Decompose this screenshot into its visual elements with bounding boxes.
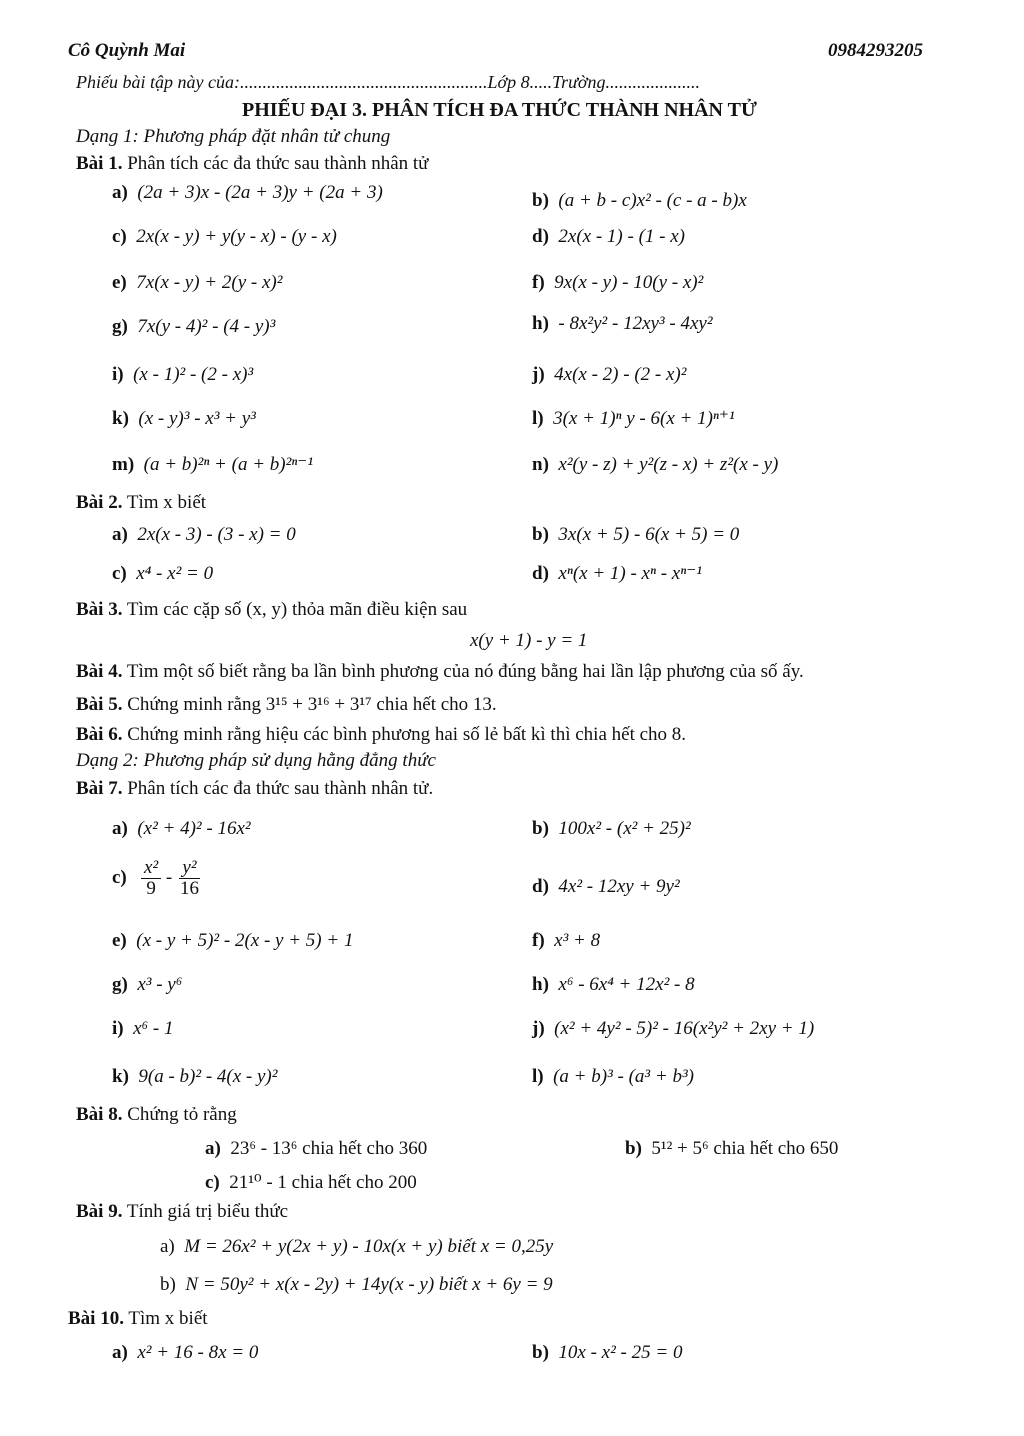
bai-7-item: c) $\frac{\text{x²}}{9}$ - $\frac{\text{y²}}{16}$ — [112, 857, 199, 899]
bai-1-item: i) (x - 1)² - (2 - x)³ — [112, 364, 254, 385]
bai-1-item: c) 2x(x - y) + y(y - x) - (y - x) — [112, 226, 337, 247]
bai-8-heading: Bài 8. Chứng tỏ rằng — [76, 1104, 237, 1125]
bai-9-heading: Bài 9. Tính giá trị biểu thức — [76, 1201, 289, 1222]
bai-2-heading: Bài 2. Tìm x biết — [76, 492, 207, 513]
bai-1-item: l) 3(x + 1)ⁿ y - 6(x + 1)ⁿ⁺¹ — [532, 408, 735, 429]
bai-1-text: Phân tích các đa thức sau thành nhân tử — [127, 153, 429, 174]
section-dang-2: Dạng 2: Phương pháp sử dụng hằng đẳng thức — [76, 750, 436, 771]
bai-7-item: h) x⁶ - 6x⁴ + 12x² - 8 — [532, 974, 695, 995]
bai-2-item: d) xⁿ(x + 1) - xⁿ - xⁿ⁻¹ — [532, 563, 702, 584]
bai-2-item: b) 3x(x + 5) - 6(x + 5) = 0 — [532, 524, 740, 545]
bai-7-item: f) x³ + 8 — [532, 930, 601, 951]
bai-1-item: a) (2a + 3)x - (2a + 3)y + (2a + 3) — [112, 182, 383, 203]
bai-3-equation: x(y + 1) - y = 1 — [470, 630, 588, 651]
bai-9-item: a) M = 26x² + y(2x + y) - 10x(x + y) biết x = 0,25y — [160, 1236, 554, 1257]
bai-7-heading: Bài 7. Phân tích các đa thức sau thành nhân tử. — [76, 778, 434, 799]
bai-7-item: l) (a + b)³ - (a³ + b³) — [532, 1066, 694, 1087]
bai-6: Bài 6. Chứng minh rằng hiệu các bình phương hai số lẻ bất kì thì chia hết cho 8. — [76, 724, 687, 745]
bai-7-item: b) 100x² - (x² + 25)² — [532, 818, 691, 839]
bai-10-item: a) x² + 16 - 8x = 0 — [112, 1342, 259, 1363]
bai-7-item: j) (x² + 4y² - 5)² - 16(x²y² + 2xy + 1) — [532, 1018, 815, 1039]
bai-8-item: c) 21¹⁰ - 1 chia hết cho 200 — [205, 1172, 417, 1193]
bai-1-heading — [76, 153, 429, 176]
bai-1-item: g) 7x(y - 4)² - (4 - y)³ — [112, 316, 276, 337]
owner-line: Phiếu bài tập này của:.......................................................Lớp 8.....Trường..................... — [76, 72, 701, 92]
bai-1-item: d) 2x(x - 1) - (1 - x) — [532, 226, 685, 247]
bai-7-item: g) x³ - y⁶ — [112, 974, 183, 995]
bai-2-item: a) 2x(x - 3) - (3 - x) = 0 — [112, 524, 296, 545]
bai-1-item: k) (x - y)³ - x³ + y³ — [112, 408, 256, 429]
phone-number: 0984293205 — [828, 40, 923, 61]
bai-10-item: b) 10x - x² - 25 = 0 — [532, 1342, 683, 1363]
bai-2-item: c) x⁴ - x² = 0 — [112, 563, 214, 584]
bai-1-item: f) 9x(x - y) - 10(y - x)² — [532, 272, 704, 293]
bai-9-item: b) N = 50y² + x(x - 2y) + 14y(x - y) biết x + 6y = 9 — [160, 1274, 553, 1295]
bai-1-item: e) 7x(x - y) + 2(y - x)² — [112, 272, 283, 293]
bai-1-item: m) (a + b)²ⁿ + (a + b)²ⁿ⁻¹ — [112, 454, 314, 475]
bai-1-item: h) - 8x²y² - 12xy³ - 4xy² — [532, 313, 713, 334]
bai-10-heading: Bài 10. Tìm x biết — [68, 1308, 208, 1329]
bai-7-item: k) 9(a - b)² - 4(x - y)² — [112, 1066, 278, 1087]
bai-8-item: a) 23⁶ - 13⁶ chia hết cho 360 — [205, 1138, 428, 1159]
bai-1-item: b) (a + b - c)x² - (c - a - b)x — [532, 190, 747, 211]
bai-4: Bài 4. Tìm một số biết rằng ba lần bình phương của nó đúng bằng hai lần lập phương của số ấy. — [76, 661, 804, 682]
bai-7-item: a) (x² + 4)² - 16x² — [112, 818, 251, 839]
bai-3: Bài 3. Tìm các cặp số (x, y) thỏa mãn điều kiện sau — [76, 599, 468, 620]
bai-1-item: n) x²(y - z) + y²(z - x) + z²(x - y) — [532, 454, 779, 475]
section-dang-1: Dạng 1: Phương pháp đặt nhân tử chung — [76, 126, 391, 147]
teacher-name: Cô Quỳnh Mai — [68, 40, 186, 61]
bai-7-item: d) 4x² - 12xy + 9y² — [532, 876, 680, 897]
bai-7-item: i) x⁶ - 1 — [112, 1018, 174, 1039]
bai-1-label: Bài 1. — [76, 153, 123, 174]
bai-5: Bài 5. Chứng minh rằng 3¹⁵ + 3¹⁶ + 3¹⁷ chia hết cho 13. — [76, 694, 497, 715]
bai-1-item: j) 4x(x - 2) - (2 - x)² — [532, 364, 687, 385]
bai-8-item: b) 5¹² + 5⁶ chia hết cho 650 — [625, 1138, 839, 1159]
bai-7-item: e) (x - y + 5)² - 2(x - y + 5) + 1 — [112, 930, 354, 951]
page-title: PHIẾU ĐẠI 3. PHÂN TÍCH ĐA THỨC THÀNH NHÂN TỬ — [242, 99, 757, 121]
